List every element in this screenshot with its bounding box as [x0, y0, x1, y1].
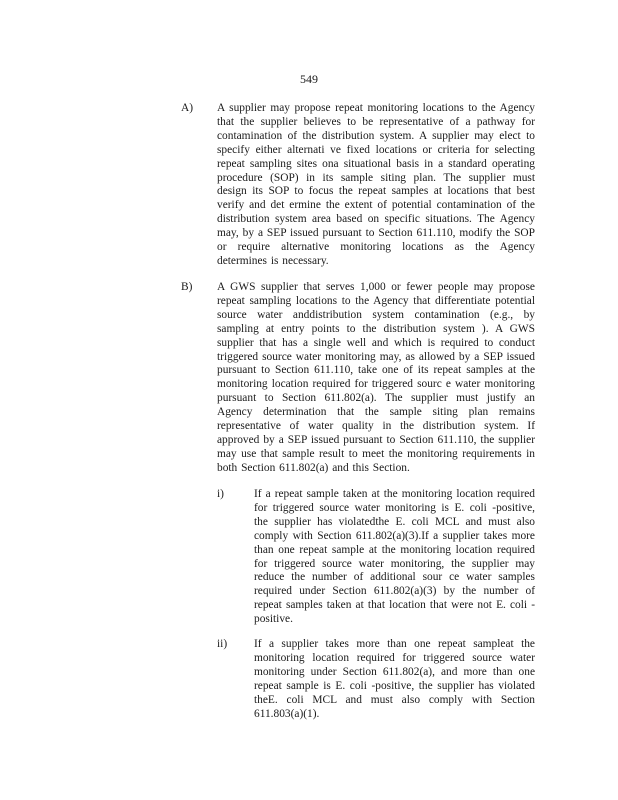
section-b-text: A GWS supplier that serves 1,000 or fewer people may propose repeat sampling locations to the Agency that differentiate potential source water anddistribution system contamination (e.g., by sampling at entry points to the distribution system ). A GWS supplier that has a single well and which is required to conduct triggered source water monitoring may, as allowed by a SEP issued pursuant to Section 611.110, take one of its repeat samples at the monitoring location required for triggered sourc e water monitoring pursuant to Section 611.802(a). The supplier must justify an Agency determination that the sample siting plan remains representative of water quality in the distribution system. If approved by a SEP issued pursuant to Section 611.110, the supplier may use that sample result to meet the monitoring requirements in both Section 611.802(a) and this Section.	[217, 281, 535, 474]
section-a-marker: A)	[181, 102, 194, 114]
subsection-ii-text: If a supplier takes more than one repeat sampleat the monitoring location required for triggered source water monitoring under Section 611.802(a), and more than one repeat sample is E. coli -positive, the supplier has violated theE. coli MCL and must also comply with Section 611.803(a)(1).	[254, 638, 535, 720]
section-b-marker: B)	[181, 281, 193, 293]
subsection-i-text: If a repeat sample taken at the monitoring location required for triggered source water monitoring is E. coli -positive, the supplier has violatedthe E. coli MCL and must also comply with Section 611.802(a)(3).If a supplier takes more than one repeat sample at the monitoring location required for triggered source water monitoring, the supplier may reduce the number of additional sour ce water samples required under Section 611.802(a)(3) by the number of repeat samples taken at that location that were not E. coli -positive.	[254, 488, 535, 626]
section-a-text: A supplier may propose repeat monitoring locations to the Agency that the supplier believes to be representative of a pathway for contamination of the distribution system. A supplier may elect to specify either alternati ve fixed locations or criteria for selecting repeat sampling sites ona situational basis in a standard operating procedure (SOP) in its sample siting plan. The supplier must design its SOP to focus the repeat samples at locations that best verify and det ermine the extent of potential contamination of the distribution system area based on specific situations. The Agency may, by a SEP issued pursuant to Section 611.110, modify the SOP or require alternative monitoring locations as the Agency determines is necessary.	[217, 102, 535, 267]
section-b	[217, 281, 535, 476]
subsection-ii-marker: ii)	[217, 638, 228, 650]
subsection-i	[254, 488, 535, 627]
subsection-ii	[254, 638, 535, 721]
page-number: 549	[300, 72, 318, 86]
section-a	[217, 102, 535, 269]
subsection-i-marker: i)	[217, 488, 224, 500]
